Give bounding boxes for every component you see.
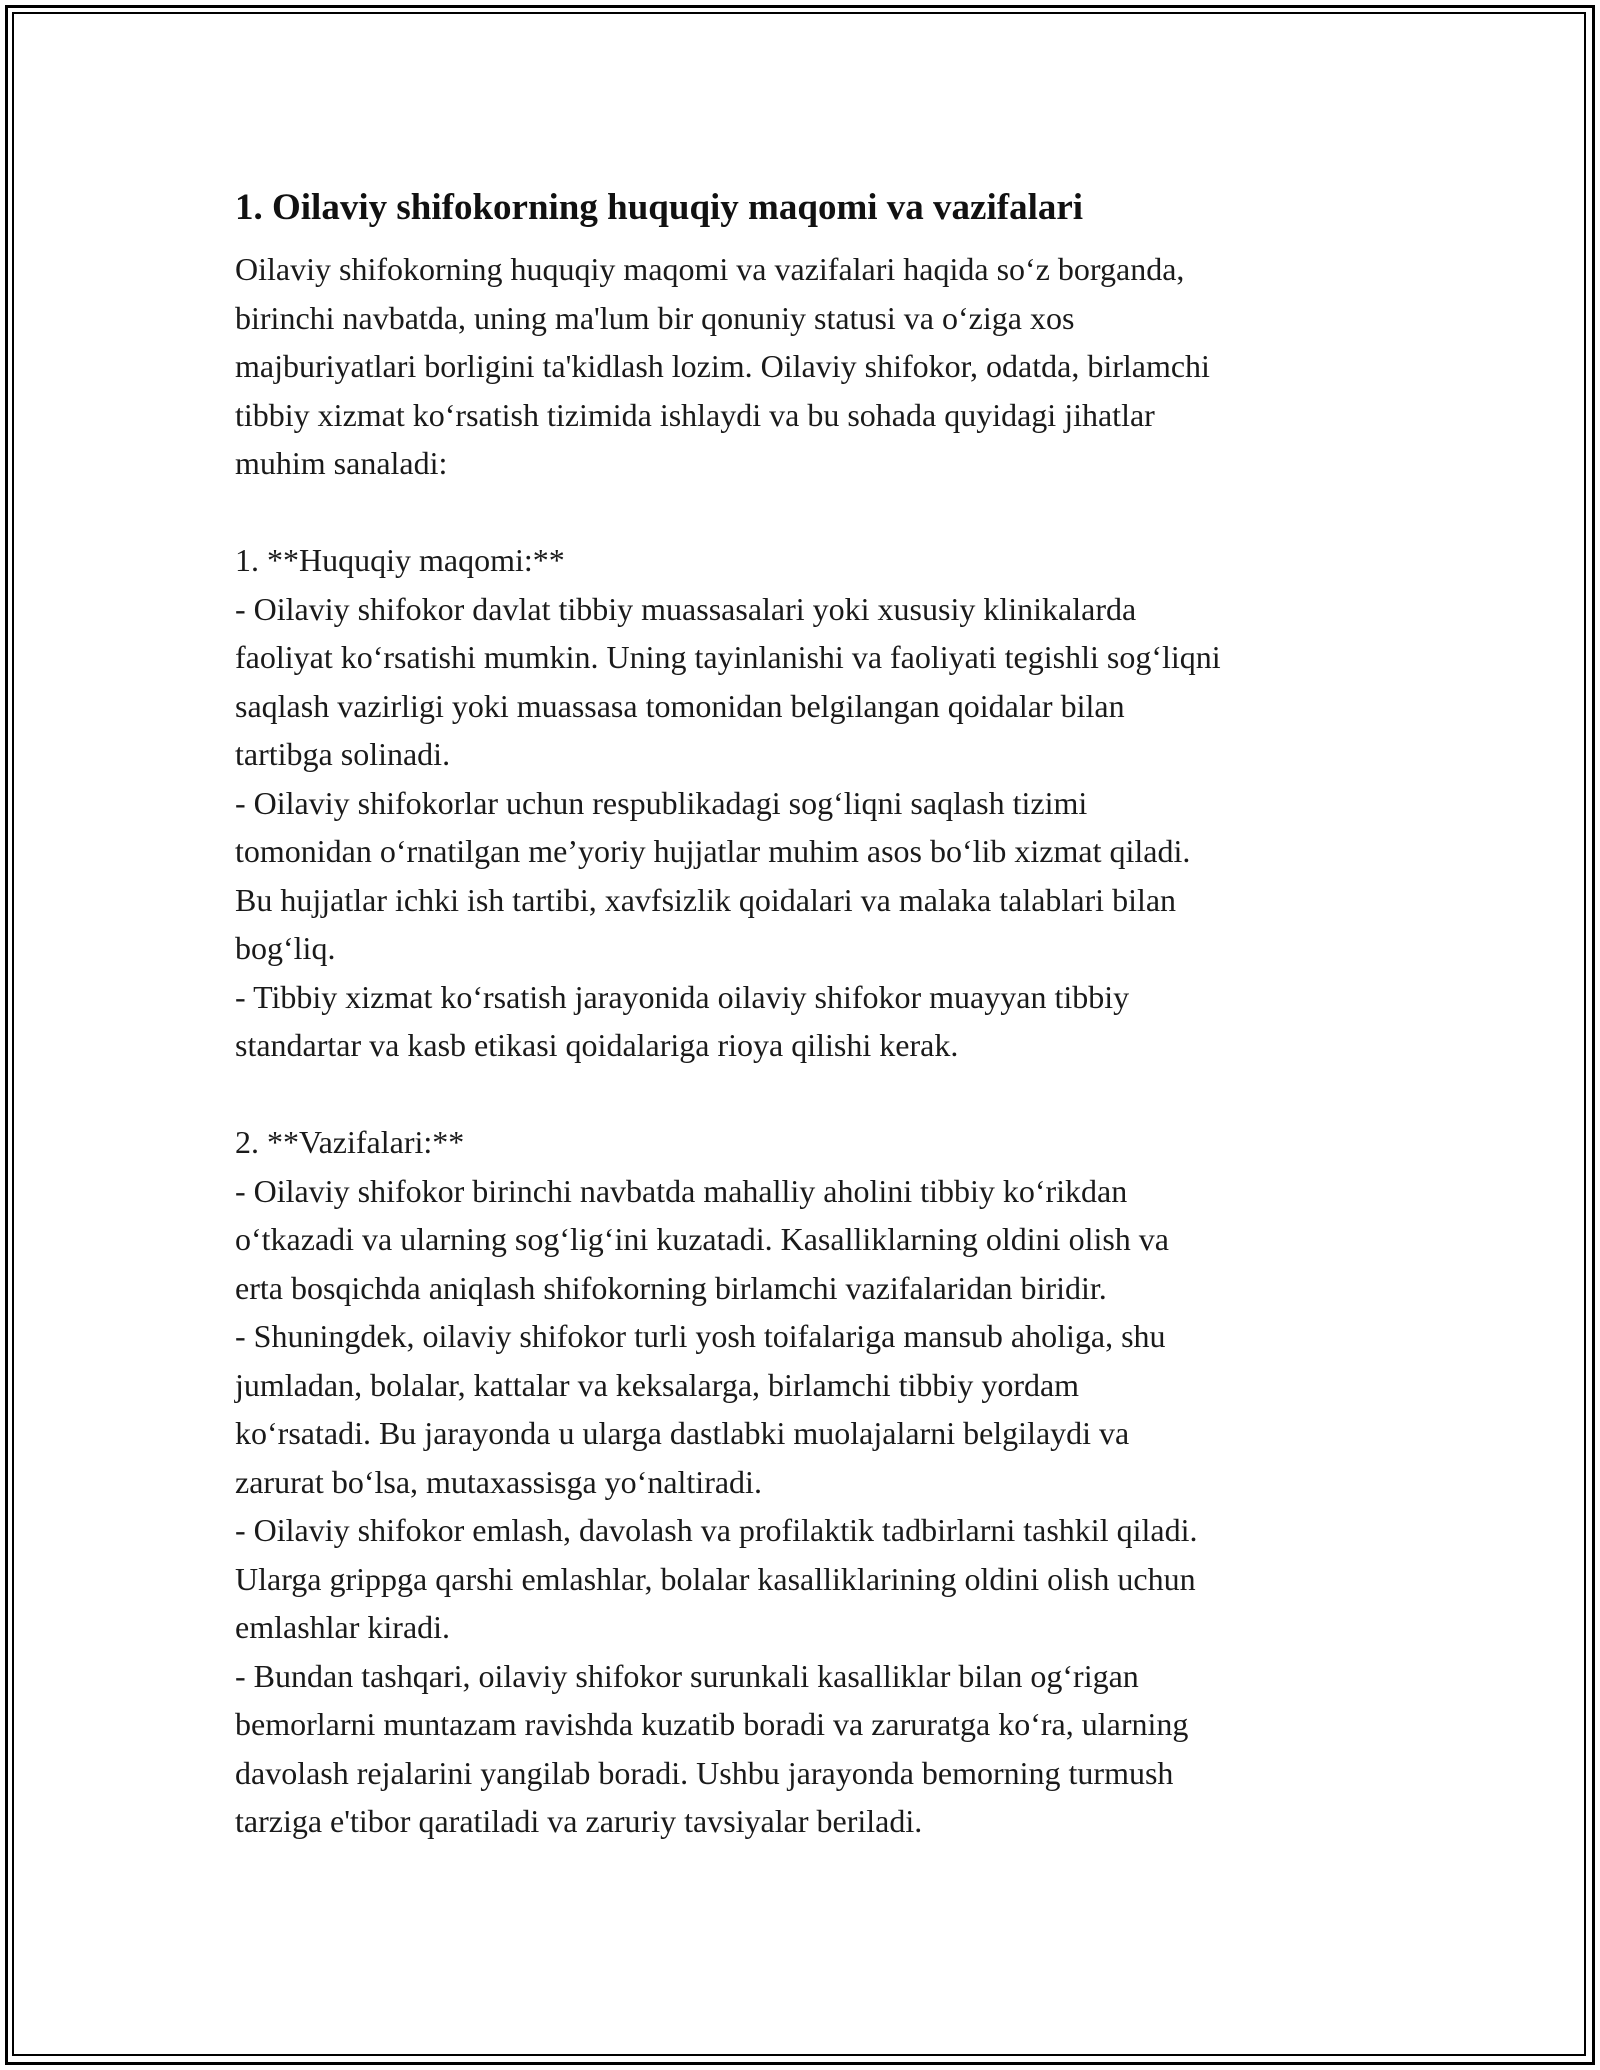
- section-heading: 1. Oilaviy shifokorning huquqiy maqomi va vazifalari: [235, 187, 1084, 228]
- intro-paragraph: Oilaviy shifokorning huquqiy maqomi va vazifalari haqida so‘z borganda, birinchi navbatda, uning ma'lum bir qonuniy statusi va o‘ziga xos majburiyatlari borligini ta'kidlash lozim. Oilaviy shifokor, odatda, birlamchi tibbiy xizmat ko‘rsatish tizimida ishlaydi va bu sohada quyidagi jihatlar muhim sanaladi:: [235, 251, 1210, 481]
- legal-status-section: 1. **Huquqiy maqomi:** - Oilaviy shifokor davlat tibbiy muassasalari yoki xususiy klinikalarda faoliyat ko‘rsatishi mumkin. Uning tayinlanishi va faoliyati tegishli sog‘liqni saqlash vazirligi yoki muassasa tomonidan belgilangan qoidalar bilan tartibga solinadi. - Oilaviy shifokorlar uchun respublikadagi sog‘liqni saqlash tizimi tomonidan o‘rnatilgan me’yoriy hujjatlar muhim asos bo‘lib xizmat qiladi. Bu hujjatlar ichki ish tartibi, xavfsizlik qoidalari va malaka talablari bilan bog‘liq. - Tibbiy xizmat ko‘rsatish jarayonida oilaviy shifokor muayyan tibbiy standartar va kasb etikasi qoidalariga rioya qilishi kerak.: [235, 542, 1221, 1063]
- duties-section: 2. **Vazifalari:** - Oilaviy shifokor birinchi navbatda mahalliy aholini tibbiy ko‘rikdan o‘tkazadi va ularning sog‘lig‘ini kuzatadi. Kasalliklarning oldini olish va erta bosqichda aniqlash shifokorning birlamchi vazifalaridan biridir. - Shuningdek, oilaviy shifokor turli yosh toifalariga mansub aholiga, shu jumladan, bolalar, kattalar va keksalarga, birlamchi tibbiy yordam ko‘rsatadi. Bu jarayonda u ularga dastlabki muolajalarni belgilaydi va zarurat bo‘lsa, mutaxassisga yo‘naltiradi. - Oilaviy shifokor emlash, davolash va profilaktik tadbirlarni tashkil qiladi. Ularga grippga qarshi emlashlar, bolalar kasalliklarining oldini olish uchun emlashlar kiradi. - Bundan tashqari, oilaviy shifokor surunkali kasalliklar bilan og‘rigan bemorlarni muntazam ravishda kuzatib boradi va zaruratga ko‘ra, ularning davolash rejalarini yangilab boradi. Ushbu jarayonda bemorning turmush tarziga e'tibor qaratiladi va zaruriy tavsiyalar beriladi.: [235, 1124, 1198, 1839]
- paragraph-spacer: [235, 1070, 1385, 1119]
- document-content: [235, 185, 1385, 1846]
- paragraph-spacer: [235, 488, 1385, 537]
